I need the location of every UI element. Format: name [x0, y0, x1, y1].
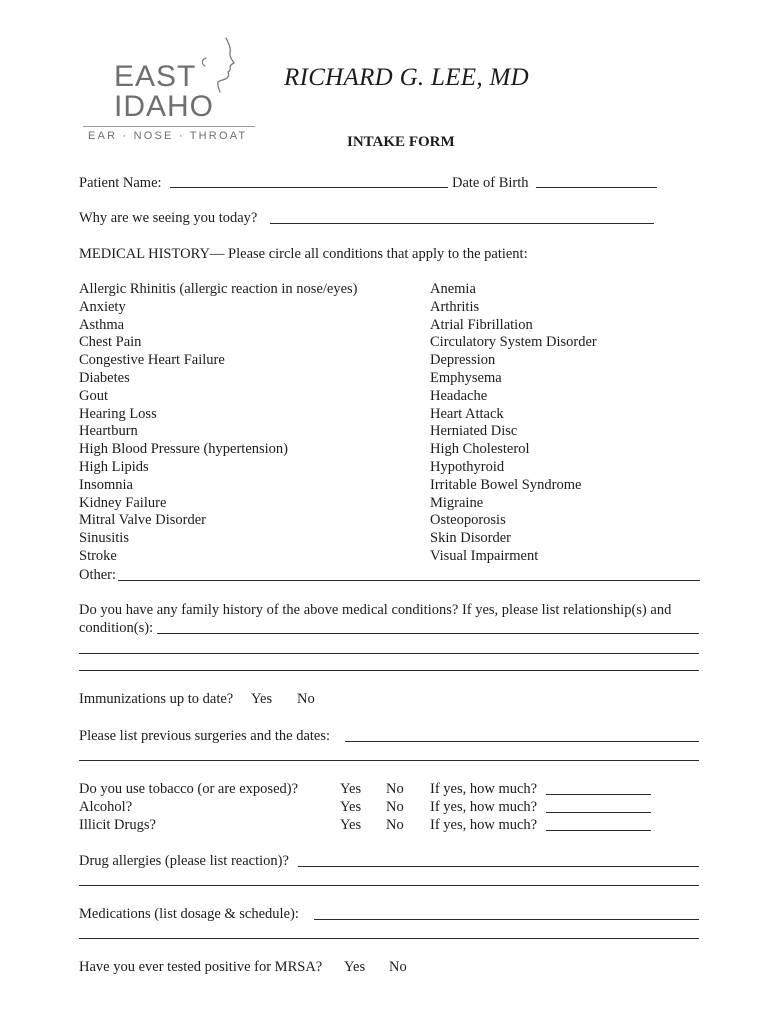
logo-line-idaho: IDAHO [114, 90, 215, 123]
other-condition-field[interactable] [118, 580, 700, 581]
surgeries-field[interactable] [345, 741, 699, 742]
condition-item[interactable]: Migraine [430, 494, 484, 511]
family-history-field[interactable] [79, 653, 699, 654]
drug-allergies-field[interactable] [79, 885, 699, 886]
condition-item[interactable]: Congestive Heart Failure [79, 352, 225, 369]
condition-item[interactable]: Asthma [79, 316, 125, 333]
condition-item[interactable]: Atrial Fibrillation [430, 316, 533, 333]
surgeries-field[interactable] [79, 760, 699, 761]
condition-item[interactable]: Mitral Valve Disorder [79, 512, 206, 529]
family-history-field[interactable] [79, 670, 699, 671]
tobacco-yes-option[interactable]: Yes [340, 781, 362, 797]
condition-item[interactable]: Stroke [79, 547, 117, 564]
mrsa-no-option[interactable]: No [389, 959, 407, 975]
date-of-birth-label: Date of Birth [452, 175, 529, 191]
reason-label: Why are we seeing you today? [79, 210, 258, 226]
family-history-field[interactable] [157, 633, 699, 634]
reason-field[interactable] [270, 223, 654, 224]
tobacco-amount-label: If yes, how much? [430, 781, 538, 797]
condition-item[interactable]: Heartburn [79, 423, 138, 440]
form-title: INTAKE FORM [347, 134, 455, 150]
condition-item[interactable]: Heart Attack [430, 405, 504, 422]
immunizations-question: Immunizations up to date? [79, 691, 234, 707]
logo-tagline: EAR · NOSE · THROAT [88, 130, 248, 142]
condition-item[interactable]: Hearing Loss [79, 405, 157, 422]
illicit-drugs-no-option[interactable]: No [386, 817, 404, 833]
doctor-name: RICHARD G. LEE, MD [284, 64, 529, 91]
surgeries-question: Please list previous surgeries and the dates: [79, 728, 331, 744]
condition-item[interactable]: Hypothyroid [430, 458, 505, 475]
medications-field[interactable] [314, 919, 699, 920]
condition-item[interactable]: Circulatory System Disorder [430, 334, 597, 351]
condition-item[interactable]: Anxiety [79, 298, 126, 315]
drug-allergies-question: Drug allergies (please list reaction)? [79, 853, 289, 869]
illicit-drugs-amount-label: If yes, how much? [430, 817, 538, 833]
tobacco-amount-field[interactable] [546, 794, 651, 795]
tobacco-no-option[interactable]: No [386, 781, 404, 797]
condition-item[interactable]: Insomnia [79, 476, 133, 493]
other-condition-label: Other: [79, 567, 117, 583]
tobacco-question: Do you use tobacco (or are exposed)? [79, 781, 299, 797]
condition-item[interactable]: Emphysema [430, 369, 502, 386]
patient-name-label: Patient Name: [79, 175, 162, 191]
logo-divider [83, 126, 255, 127]
condition-item[interactable]: Osteoporosis [430, 512, 506, 529]
mrsa-question: Have you ever tested positive for MRSA? [79, 959, 323, 975]
conditions-left-column [79, 281, 358, 566]
family-history-question: Do you have any family history of the above medical conditions? If yes, please list relationship(s) and [79, 602, 672, 618]
immunizations-yes-option[interactable]: Yes [251, 691, 273, 707]
condition-item[interactable]: Arthritis [430, 298, 480, 315]
face-profile-icon [196, 36, 242, 94]
condition-item[interactable]: Gout [79, 387, 108, 404]
illicit-drugs-question: Illicit Drugs? [79, 817, 156, 833]
alcohol-question: Alcohol? [79, 799, 133, 815]
condition-item[interactable]: High Cholesterol [430, 441, 530, 458]
mrsa-yes-option[interactable]: Yes [344, 959, 366, 975]
family-history-question-cont: condition(s): [79, 620, 154, 636]
condition-item[interactable]: Chest Pain [79, 334, 142, 351]
condition-item[interactable]: High Lipids [79, 458, 149, 475]
condition-item[interactable]: Sinusitis [79, 530, 129, 547]
alcohol-amount-field[interactable] [546, 812, 651, 813]
illicit-drugs-amount-field[interactable] [546, 830, 651, 831]
condition-item[interactable]: Depression [430, 352, 496, 369]
medications-question: Medications (list dosage & schedule): [79, 906, 299, 922]
immunizations-no-option[interactable]: No [297, 691, 315, 707]
condition-item[interactable]: High Blood Pressure (hypertension) [79, 441, 289, 458]
patient-name-field[interactable] [170, 187, 448, 188]
condition-item[interactable]: Herniated Disc [430, 423, 518, 440]
condition-item[interactable]: Kidney Failure [79, 494, 167, 511]
logo-line-east: EAST [114, 60, 197, 93]
medical-history-heading: MEDICAL HISTORY— Please circle all conditions that apply to the patient: [79, 246, 528, 262]
alcohol-amount-label: If yes, how much? [430, 799, 538, 815]
condition-item[interactable]: Diabetes [79, 369, 130, 386]
condition-item[interactable]: Irritable Bowel Syndrome [430, 476, 582, 493]
alcohol-no-option[interactable]: No [386, 799, 404, 815]
date-of-birth-field[interactable] [536, 187, 657, 188]
medications-field[interactable] [79, 938, 699, 939]
alcohol-yes-option[interactable]: Yes [340, 799, 362, 815]
condition-item[interactable]: Visual Impairment [430, 547, 539, 564]
illicit-drugs-yes-option[interactable]: Yes [340, 817, 362, 833]
condition-item[interactable]: Headache [430, 387, 488, 404]
condition-item[interactable]: Anemia [430, 281, 476, 297]
conditions-right-column [430, 281, 597, 566]
condition-item[interactable]: Allergic Rhinitis (allergic reaction in nose/eyes) [79, 281, 358, 297]
condition-item[interactable]: Skin Disorder [430, 530, 511, 547]
drug-allergies-field[interactable] [298, 866, 699, 867]
